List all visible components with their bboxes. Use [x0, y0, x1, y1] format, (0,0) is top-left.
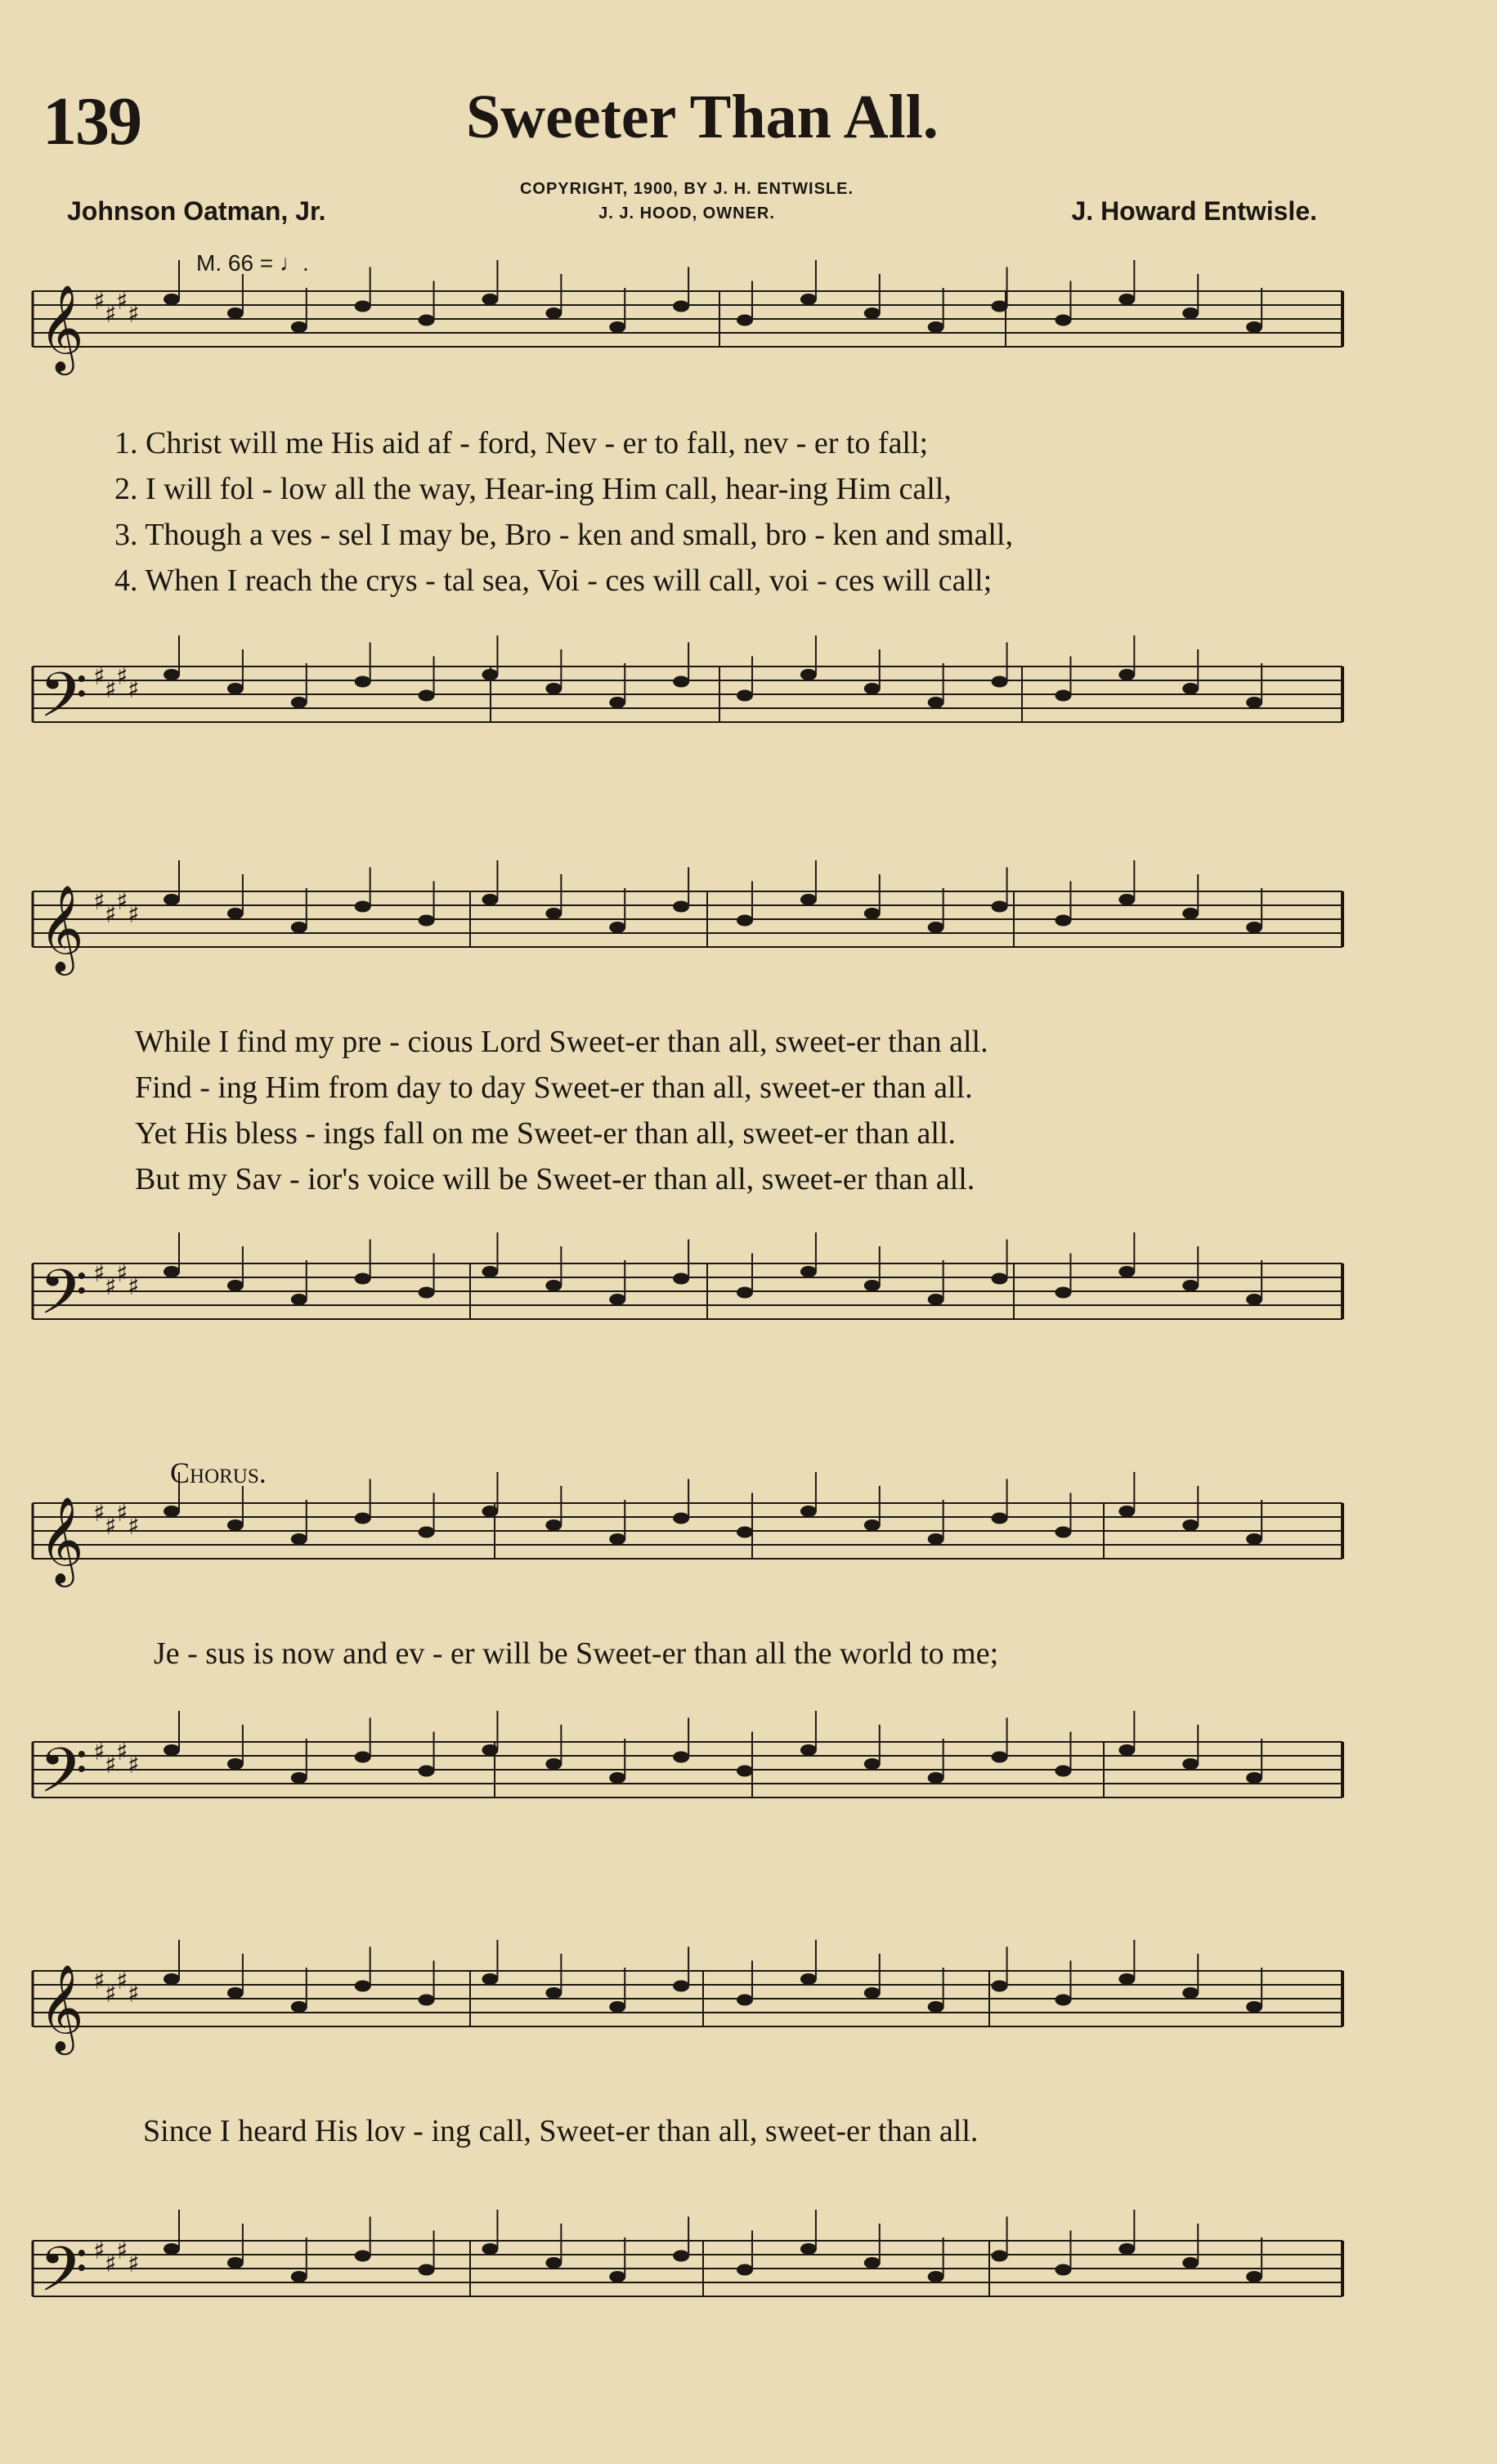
note-head [1246, 2001, 1262, 2013]
note-head [992, 1981, 1008, 1992]
note-head [737, 690, 753, 702]
note-head [673, 676, 689, 688]
sharp-icon: ♯ [105, 1512, 117, 1541]
note-head [291, 922, 307, 933]
note-head [928, 2271, 944, 2282]
hymn-title: Sweeter Than All. [466, 83, 939, 151]
note-head [355, 2251, 371, 2262]
note-head [1055, 1287, 1071, 1299]
sharp-icon: ♯ [116, 1967, 128, 1995]
note-head [992, 2251, 1008, 2262]
note-head [482, 1744, 498, 1756]
note-head [355, 676, 371, 688]
note-head [291, 1294, 307, 1305]
note-head [545, 307, 562, 319]
note-head [545, 683, 562, 694]
note-head [291, 321, 307, 333]
note-head [800, 1506, 817, 1517]
note-head [800, 2243, 817, 2255]
treble-clef-icon: 𝄞 [39, 884, 84, 972]
sharp-icon: ♯ [116, 1259, 128, 1288]
note-head [545, 1519, 562, 1531]
note-head [227, 1280, 244, 1291]
note-head [545, 1280, 562, 1291]
sharp-icon: ♯ [93, 1967, 105, 1995]
note-head [673, 2251, 689, 2262]
sharp-icon: ♯ [116, 1738, 128, 1766]
sharp-icon: ♯ [116, 2237, 128, 2265]
note-head [1118, 2243, 1135, 2255]
sharp-icon: ♯ [116, 887, 128, 916]
verse-3-line-1: 3. Though a ves - sel I may be, Bro - ken and small, bro - ken and small, [114, 518, 1013, 552]
note-head [992, 901, 1008, 913]
note-head [1118, 294, 1135, 305]
sharp-icon: ♯ [93, 887, 105, 916]
sharp-icon: ♯ [128, 1980, 140, 2008]
verse-1-line-2: While I find my pre - cious Lord Sweet-er than all, sweet-er than all. [135, 1025, 988, 1059]
note-head [928, 1294, 944, 1305]
note-head [482, 2243, 498, 2255]
note-head [992, 1513, 1008, 1524]
note-head [800, 1744, 817, 1756]
note-head [928, 321, 944, 333]
note-head [1246, 697, 1262, 708]
note-head [1118, 1973, 1135, 1985]
note-head [419, 1287, 435, 1299]
tempo-marking: M. 66 = ♩. [196, 250, 309, 276]
note-head [928, 697, 944, 708]
note-head [737, 1527, 753, 1538]
sharp-icon: ♯ [105, 1980, 117, 2008]
verse-4-line-1: 4. When I reach the crys - tal sea, Voi - ces will call, voi - ces will call; [114, 563, 993, 598]
note-head [864, 908, 881, 919]
note-head [1055, 2264, 1071, 2276]
verse-1-line-1: 1. Christ will me His aid af - ford, Nev - er to fall, nev - er to fall; [114, 426, 929, 460]
note-head [864, 307, 881, 319]
note-head [1182, 1519, 1199, 1531]
note-head [1118, 669, 1135, 680]
chorus-label: Chorus. [170, 1456, 267, 1489]
note-head [164, 1973, 180, 1985]
note-head [545, 1758, 562, 1770]
note-head [227, 1758, 244, 1770]
note-head [164, 894, 180, 905]
sharp-icon: ♯ [105, 1751, 117, 1780]
sharp-icon: ♯ [93, 662, 105, 691]
note-head [545, 2257, 562, 2269]
note-head [928, 1772, 944, 1784]
sharp-icon: ♯ [128, 1512, 140, 1541]
sharp-icon: ♯ [105, 1272, 117, 1301]
note-head [1182, 1987, 1199, 1999]
sharp-icon: ♯ [93, 1738, 105, 1766]
note-head [673, 301, 689, 312]
note-head [992, 301, 1008, 312]
note-head [673, 1981, 689, 1992]
note-head [1182, 1280, 1199, 1291]
note-head [1118, 1266, 1135, 1277]
note-head [1182, 1758, 1199, 1770]
verse-4-line-2: But my Sav - ior's voice will be Sweet-er than all, sweet-er than all. [135, 1162, 975, 1196]
sharp-icon: ♯ [105, 900, 117, 929]
note-head [227, 1987, 244, 1999]
note-head [864, 1280, 881, 1291]
note-head [864, 1519, 881, 1531]
note-head [227, 307, 244, 319]
note-head [737, 1995, 753, 2006]
sharp-icon: ♯ [128, 2250, 140, 2278]
note-head [1246, 1772, 1262, 1784]
sharp-icon: ♯ [93, 1499, 105, 1528]
note-head [864, 2257, 881, 2269]
note-head [673, 1752, 689, 1763]
note-head [482, 669, 498, 680]
sharp-icon: ♯ [105, 675, 117, 704]
note-head [1246, 2271, 1262, 2282]
note-head [164, 1266, 180, 1277]
note-head [291, 2271, 307, 2282]
note-head [1118, 1744, 1135, 1756]
note-head [355, 1273, 371, 1285]
treble-clef-icon: 𝄞 [39, 284, 84, 371]
note-head [609, 697, 625, 708]
note-head [419, 915, 435, 927]
bass-clef-icon: 𝄢 [39, 1735, 88, 1822]
note-head [1182, 2257, 1199, 2269]
note-head [800, 669, 817, 680]
note-head [227, 683, 244, 694]
sharp-icon: ♯ [105, 300, 117, 329]
note-head [419, 690, 435, 702]
copyright-line-2: J. J. HOOD, OWNER. [598, 204, 775, 222]
note-head [737, 1766, 753, 1777]
bass-clef-icon: 𝄢 [39, 659, 88, 747]
bass-clef-icon: 𝄢 [39, 1256, 88, 1344]
note-head [609, 922, 625, 933]
note-head [545, 1987, 562, 1999]
note-head [1182, 307, 1199, 319]
note-head [164, 294, 180, 305]
sharp-icon: ♯ [105, 2250, 117, 2278]
note-head [355, 301, 371, 312]
note-head [419, 2264, 435, 2276]
sharp-icon: ♯ [116, 287, 128, 316]
hymn-number: 139 [43, 83, 141, 159]
note-head [928, 1533, 944, 1545]
note-head [1182, 908, 1199, 919]
note-head [419, 1766, 435, 1777]
treble-clef-icon: 𝄞 [39, 1964, 84, 2051]
bass-clef-icon: 𝄢 [39, 2233, 88, 2321]
sharp-icon: ♯ [128, 1272, 140, 1301]
note-head [291, 1772, 307, 1784]
sharp-icon: ♯ [93, 2237, 105, 2265]
note-head [164, 1506, 180, 1517]
note-head [419, 1995, 435, 2006]
note-head [164, 669, 180, 680]
note-head [355, 901, 371, 913]
note-head [1246, 1294, 1262, 1305]
note-head [227, 2257, 244, 2269]
note-head [1118, 894, 1135, 905]
note-head [609, 321, 625, 333]
note-head [609, 1294, 625, 1305]
note-head [800, 1973, 817, 1985]
note-head [1055, 690, 1071, 702]
note-head [864, 1758, 881, 1770]
note-head [800, 894, 817, 905]
verse-2-line-1: 2. I will fol - low all the way, Hear-ing Him call, hear-ing Him call, [114, 472, 952, 506]
note-head [545, 908, 562, 919]
note-head [992, 676, 1008, 688]
note-head [609, 1772, 625, 1784]
note-head [992, 1752, 1008, 1763]
sharp-icon: ♯ [116, 662, 128, 691]
chorus-line-1: Je - sus is now and ev - er will be Sweet-er than all the world to me; [154, 1636, 999, 1671]
note-head [227, 908, 244, 919]
note-head [737, 915, 753, 927]
note-head [1055, 915, 1071, 927]
note-head [1055, 1527, 1071, 1538]
note-head [673, 1273, 689, 1285]
note-head [1246, 1533, 1262, 1545]
note-head [1055, 1995, 1071, 2006]
copyright-line-1: COPYRIGHT, 1900, BY J. H. ENTWISLE. [519, 180, 854, 198]
note-head [992, 1273, 1008, 1285]
note-head [1055, 1766, 1071, 1777]
sharp-icon: ♯ [128, 1751, 140, 1780]
note-head [609, 1533, 625, 1545]
note-head [291, 2001, 307, 2013]
note-head [482, 294, 498, 305]
note-head [928, 922, 944, 933]
note-head [355, 1752, 371, 1763]
note-head [419, 315, 435, 326]
sharp-icon: ♯ [128, 900, 140, 929]
note-head [482, 1506, 498, 1517]
note-head [737, 2264, 753, 2276]
note-head [227, 1519, 244, 1531]
sharp-icon: ♯ [116, 1499, 128, 1528]
note-head [1055, 315, 1071, 326]
note-head [291, 697, 307, 708]
note-head [800, 1266, 817, 1277]
sharp-icon: ♯ [93, 287, 105, 316]
note-head [482, 894, 498, 905]
note-head [164, 2243, 180, 2255]
note-head [1246, 321, 1262, 333]
author-credit: Johnson Oatman, Jr. [67, 196, 326, 226]
note-head [737, 315, 753, 326]
note-head [419, 1527, 435, 1538]
note-head [1118, 1506, 1135, 1517]
note-head [737, 1287, 753, 1299]
note-head [164, 1744, 180, 1756]
note-head [928, 2001, 944, 2013]
note-head [864, 683, 881, 694]
note-head [482, 1266, 498, 1277]
verse-3-line-2: Yet His bless - ings fall on me Sweet-er than all, sweet-er than all. [135, 1116, 956, 1151]
note-head [1182, 683, 1199, 694]
treble-clef-icon: 𝄞 [39, 1496, 84, 1583]
note-head [291, 1533, 307, 1545]
sharp-icon: ♯ [128, 675, 140, 704]
note-head [673, 901, 689, 913]
note-head [355, 1981, 371, 1992]
note-head [609, 2271, 625, 2282]
note-head [482, 1973, 498, 1985]
sharp-icon: ♯ [128, 300, 140, 329]
note-head [1246, 922, 1262, 933]
composer-credit: J. Howard Entwisle. [1071, 196, 1317, 226]
chorus-line-2: Since I heard His lov - ing call, Sweet-er than all, sweet-er than all. [143, 2114, 979, 2148]
note-head [800, 294, 817, 305]
note-head [673, 1513, 689, 1524]
verse-2-line-2: Find - ing Him from day to day Sweet-er than all, sweet-er than all. [135, 1070, 973, 1105]
note-head [355, 1513, 371, 1524]
note-head [609, 2001, 625, 2013]
note-head [864, 1987, 881, 1999]
sharp-icon: ♯ [93, 1259, 105, 1288]
